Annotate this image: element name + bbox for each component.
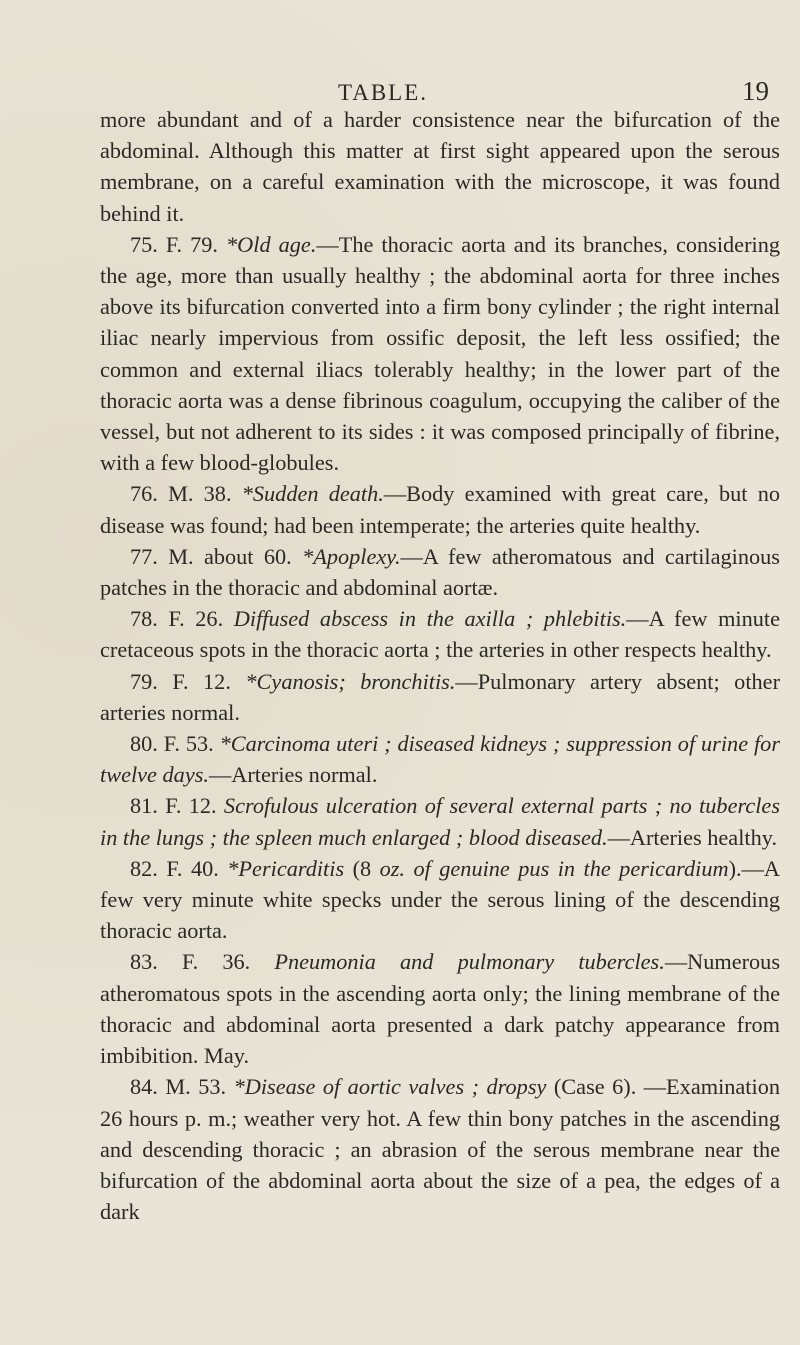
body-text-segment: 84. M. 53. xyxy=(130,1074,234,1100)
italic-text: oz. of genuine pus in the pericardium xyxy=(379,855,729,881)
italic-text: Scrofulous ulceration of several external parts ; no tubercles in the lungs ; the spleen much enlarged ; blood diseased. xyxy=(100,793,780,850)
body-text-segment: —A few minute cretaceous spots in the thoracic aorta ; the arteries in other respects healthy. xyxy=(100,606,781,663)
body-text-segment: more abundant and of a harder consistence near the bifurcation of the abdominal. Although this matter at first sight appeared upon the serous membrane, on a careful examination with the microscope, it was found behind it. xyxy=(100,107,780,226)
page-header xyxy=(0,0,800,106)
body-text-segment: 80. F. 53. xyxy=(130,731,220,757)
page-number: 19 xyxy=(742,76,769,106)
body-text-segment: —The thoracic aorta and its branches, considering the age, more than usually healthy ; the abdominal aorta for three inches above its bifurcation converted into a firm bony cylinder ; the right internal iliac nearly impervious from ossific deposit, the left less ossified; the common and external iliacs tolerably healthy; in the lower part of the thoracic aorta was a dense fibrinous coagulum, occupying the caliber of the vessel, but not adherent to its sides : it was composed principally of fibrine, with a few blood-globules. xyxy=(100,231,780,476)
running-title: TABLE. xyxy=(338,80,429,105)
body-text-segment: 83. F. 36. xyxy=(130,949,275,975)
body-text-segment: —Arteries healthy. xyxy=(607,824,778,850)
italic-text: *Old age. xyxy=(226,231,317,257)
case-paragraph xyxy=(100,728,780,790)
italic-text: *Disease of aortic valves ; dropsy xyxy=(233,1074,547,1100)
body-text-segment: —Pulmonary artery absent; other arteries normal. xyxy=(100,668,780,725)
body-text-segment: 77. M. about 60. xyxy=(130,543,303,569)
body-text-segment: 78. F. 26. xyxy=(130,606,234,632)
body-text-segment: 76. M. 38. xyxy=(130,481,242,507)
body-text-segment: —A few atheromatous and cartilaginous patches in the thoracic and abdominal aortæ. xyxy=(100,543,780,601)
italic-text: Diffused abscess in the axilla ; phlebitis. xyxy=(233,606,627,632)
italic-text: *Pericarditis xyxy=(227,855,345,881)
case-paragraph xyxy=(100,104,780,229)
case-paragraph xyxy=(100,603,780,665)
case-paragraph xyxy=(100,1071,780,1227)
body-text-segment: 81. F. 12. xyxy=(130,793,224,819)
body-text-segment: 79. F. 12. xyxy=(130,668,246,694)
italic-text: *Sudden death. xyxy=(241,481,384,507)
italic-text: *Apoplexy. xyxy=(302,543,401,569)
body-text-segment: (8 xyxy=(344,855,380,881)
body-text-segment: ).—A few very minute white specks under the serous lining of the descending thoracic aorta. xyxy=(100,855,780,944)
body-text-segment: —Body examined with great care, but no disease was found; had been intemperate; the arteries quite healthy. xyxy=(100,481,780,538)
italic-text: *Cyanosis; bronchitis. xyxy=(245,668,456,694)
body-text-segment: 75. F. 79. xyxy=(130,231,227,257)
case-paragraph xyxy=(100,666,780,728)
body-text-segment: —Numerous atheromatous spots in the ascending aorta only; the lining membrane of the thoracic and abdominal aorta presented a dark patchy appearance from imbibition. May. xyxy=(100,949,780,1069)
body-text xyxy=(100,104,780,1227)
case-paragraph xyxy=(100,541,780,603)
case-paragraph xyxy=(100,853,780,947)
body-text-segment: 82. F. 40. xyxy=(130,855,228,881)
body-text-segment: —Arteries normal. xyxy=(208,762,378,788)
case-paragraph xyxy=(100,790,780,852)
case-paragraph xyxy=(100,946,780,1071)
body-text-segment: (Case 6). —Examination 26 hours p. m.; weather very hot. A few thin bony patches in the ascending and descending thoracic ; an abrasion of the serous membrane near the bifurcation of the abdominal aorta about the size of a pea, the edges of a dark xyxy=(100,1074,780,1225)
case-paragraph xyxy=(100,478,780,540)
italic-text: *Carcinoma uteri ; diseased kidneys ; suppression of urine for twelve days. xyxy=(100,731,781,788)
case-paragraph xyxy=(100,229,780,479)
italic-text: Pneumonia and pulmonary tubercles. xyxy=(274,949,665,975)
